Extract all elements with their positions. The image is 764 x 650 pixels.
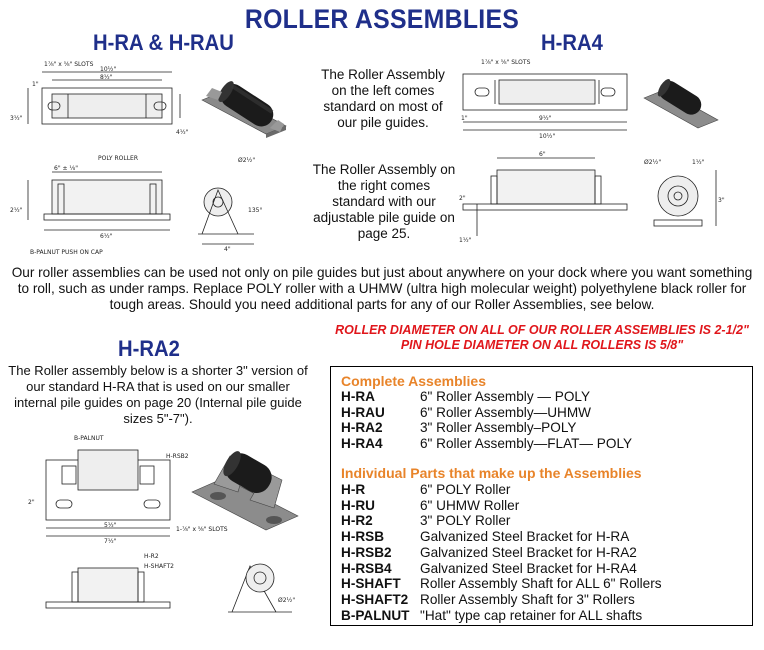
part-desc: 6" Roller Assembly—UHMW [420, 404, 591, 420]
dim-label: 10½" [539, 133, 556, 140]
dim-label: 10½" [100, 66, 117, 73]
part-desc: 6" POLY Roller [420, 482, 511, 497]
subtitle-hra-hrau: H-RA & H-RAU [93, 30, 234, 55]
dim-label: 2" [459, 195, 466, 202]
list-item [341, 608, 751, 624]
list-item [341, 576, 751, 592]
dim-label: 6" [539, 151, 546, 158]
dim-label: 1⅞" x ⅝" SLOTS [44, 61, 94, 68]
dim-label: H-RSB2 [166, 453, 189, 460]
hra2-side-view-drawing [26, 546, 196, 630]
hra4-end-view-drawing [640, 150, 730, 246]
dim-label: B-PALNUT PUSH ON CAP [30, 249, 103, 256]
list-item [341, 513, 751, 529]
dim-label: 2" [28, 499, 35, 506]
part-code: H-RSB4 [341, 560, 392, 576]
list-item [341, 436, 751, 452]
part-code: B-PALNUT [341, 607, 410, 623]
page-title: ROLLER ASSEMBLIES [244, 4, 520, 34]
part-desc: 6" UHMW Roller [420, 497, 520, 513]
notice-pin-hole: PIN HOLE DIAMETER ON ALL ROLLERS IS 5/8" [400, 338, 684, 352]
dim-label: 1" [32, 81, 39, 88]
dim-label: 1½" [459, 237, 472, 244]
list-item [341, 482, 751, 498]
dim-label: Ø2½" [278, 597, 296, 604]
dim-label: 5½" [104, 522, 117, 529]
part-desc: 6" Roller Assembly — POLY [420, 389, 591, 404]
hra4-roller-render-image [640, 70, 722, 134]
hra-side-view-drawing [8, 150, 190, 260]
part-code: H-RSB2 [341, 544, 392, 560]
part-code: H-RAU [341, 404, 385, 420]
hra2-roller-render-image [186, 436, 304, 532]
dim-label: 4½" [176, 129, 189, 136]
dim-label: H-SHAFT2 [144, 563, 174, 570]
list-item [341, 498, 751, 514]
part-code: H-RA [341, 389, 375, 404]
blurb-left-standard: The Roller Assembly on the left comes standard on most of our pile guides. [321, 67, 445, 130]
parts-list-box [330, 366, 753, 626]
dim-label: Ø2½" [238, 157, 256, 164]
notice-roller-diameter: ROLLER DIAMETER ON ALL OF OUR ROLLER ASSEMBLIES IS 2-1/2" [335, 323, 749, 337]
list-item [341, 592, 751, 608]
hra-top-view-drawing [8, 58, 190, 148]
part-code: H-R [341, 482, 366, 497]
dim-label: B-PALNUT [74, 435, 104, 442]
blurb-hra2-description: The Roller assembly below is a shorter 3" version of our standard H-RA that is used on our smaller internal pile guides on page 20 (Internal pile guide sizes 5"-7"). [8, 363, 308, 426]
hra4-top-view-drawing [455, 54, 635, 140]
list-item [341, 389, 751, 405]
part-desc: "Hat" type cap retainer for ALL shafts [420, 607, 643, 623]
dim-label: 6½" [100, 233, 113, 240]
part-desc: Roller Assembly Shaft for ALL 6" Rollers [420, 576, 662, 592]
dim-label: 1½" [692, 159, 705, 166]
dim-label: POLY ROLLER [98, 155, 138, 162]
dim-label: 3½" [10, 115, 23, 122]
part-code: H-RA2 [341, 420, 383, 436]
list-item [341, 405, 751, 421]
dim-label: 3" [718, 197, 725, 204]
part-desc: 3" POLY Roller [420, 513, 511, 529]
hra-roller-render-image [196, 70, 296, 152]
blurb-right-adjustable: The Roller Assembly on the right comes standard with our adjustable pile guide on page 25. [312, 162, 456, 241]
list-item [341, 529, 751, 545]
part-code: H-SHAFT2 [341, 591, 409, 607]
dim-label: 6" ± ⅛" [54, 165, 78, 172]
part-desc: Galvanized Steel Bracket for H-RA [420, 529, 630, 545]
part-desc: Galvanized Steel Bracket for H-RA4 [420, 560, 637, 576]
hra4-side-view-drawing [455, 146, 635, 246]
list-item [341, 561, 751, 577]
part-code: H-RU [341, 497, 375, 513]
hra2-end-view-drawing [226, 552, 300, 626]
dim-label: 1" [461, 115, 468, 122]
subtitle-hra2: H-RA2 [118, 336, 180, 361]
dim-label: 135° [248, 207, 263, 214]
part-code: H-RSB [341, 529, 385, 545]
complete-assemblies-heading: Complete Assemblies [341, 373, 486, 389]
dim-label: 7½" [104, 538, 117, 544]
hra2-top-view-drawing [26, 432, 196, 544]
dim-label: 8½" [100, 74, 113, 81]
dim-label: H-R2 [144, 553, 159, 560]
part-code: H-RA4 [341, 435, 383, 451]
list-item [341, 545, 751, 561]
intro-paragraph: Our roller assemblies can be used not only on pile guides but just about anywhere on your dock where you want something to roll, such as under ramps. Replace POLY roller with a UHMW (ultra high molecular weight) polyethylene black roller for tough areas. Should you need additional parts for any of our Roller Assemblies, see below. [11, 265, 753, 312]
dim-label: 1⅞" x ⅝" SLOTS [481, 59, 531, 66]
part-desc: 3" Roller Assembly–POLY [420, 420, 577, 436]
part-desc: Roller Assembly Shaft for 3" Rollers [420, 591, 635, 607]
dim-label: 9½" [539, 115, 552, 122]
dim-label: Ø2½" [644, 159, 662, 166]
part-code: H-R2 [341, 513, 373, 529]
hra-end-view-drawing [194, 150, 274, 254]
subtitle-hra4: H-RA4 [541, 30, 603, 55]
dim-label: 2½" [10, 207, 23, 214]
dim-label: 1-⅞" x ⅝" SLOTS [176, 526, 228, 533]
part-code: H-SHAFT [341, 576, 401, 592]
individual-parts-heading: Individual Parts that make up the Assemblies [341, 465, 642, 481]
part-desc: Galvanized Steel Bracket for H-RA2 [420, 544, 637, 560]
dim-label: 4" [224, 246, 231, 253]
part-desc: 6" Roller Assembly—FLAT— POLY [420, 435, 633, 451]
list-item [341, 420, 751, 436]
